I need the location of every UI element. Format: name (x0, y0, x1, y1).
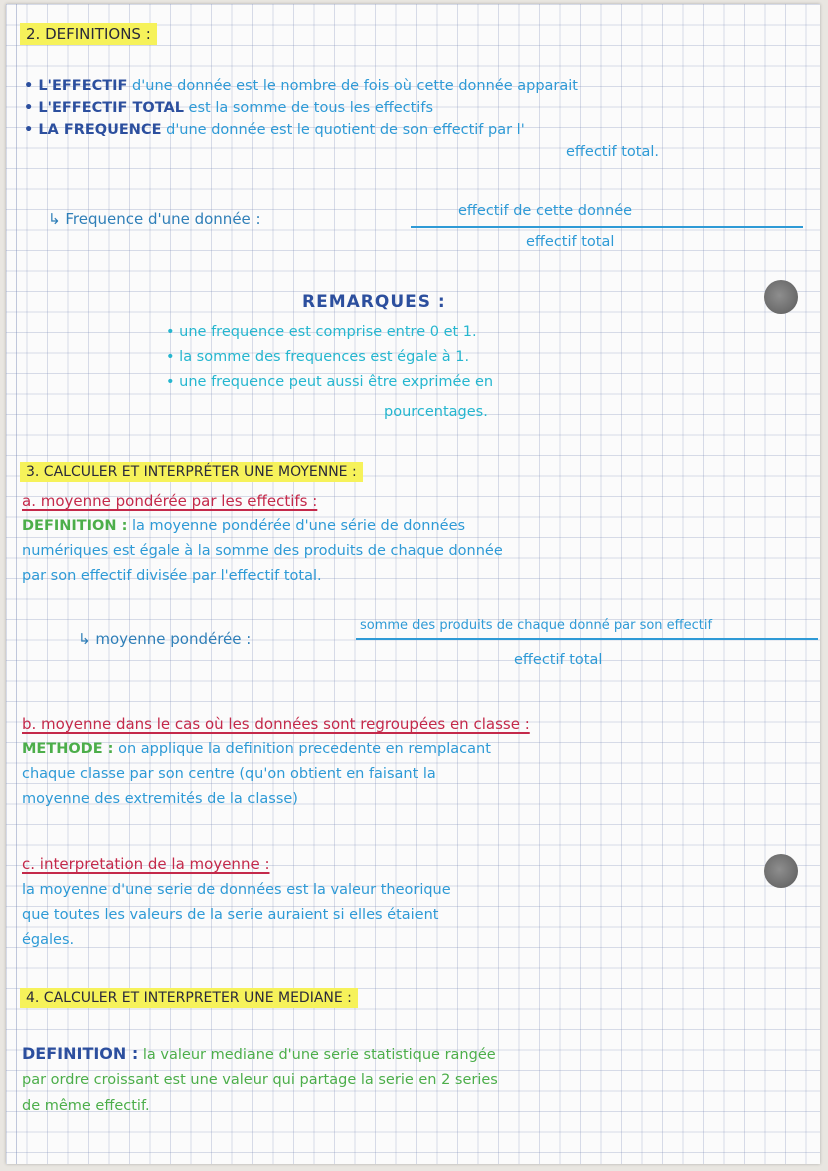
subsection-3a-title: a. moyenne pondérée par les effectifs : (22, 492, 318, 510)
frequence-numerator: effectif de cette donnée (458, 203, 633, 219)
remarques-title: REMARQUES : (302, 292, 446, 312)
methode-line-1: METHODE : on applique la definition precedente en remplacant (22, 741, 491, 757)
def-frequence-cont: effectif total. (566, 144, 659, 160)
moyenne-definition-line-3: par son effectif divisée par l'effectif total. (22, 568, 322, 584)
interpretation-line-3: égales. (22, 932, 75, 948)
term-effectif: • L'EFFECTIF (24, 78, 128, 94)
frequence-denominator: effectif total (526, 234, 615, 250)
frequence-fraction-bar (411, 226, 803, 228)
def-effectif: • L'EFFECTIF d'une donnée est le nombre de fois où cette donnée apparait (24, 78, 578, 94)
moyenne-definition-line-2: numériques est égale à la somme des produits de chaque donnée (22, 543, 503, 559)
mediane-definition-line-2: par ordre croissant est une valeur qui partage la serie en 2 series (22, 1072, 498, 1088)
methode-line-3: moyenne des extremités de la classe) (22, 791, 298, 807)
subsection-3b-title: b. moyenne dans le cas où les données sont regroupées en classe : (22, 715, 530, 733)
binder-hole-bottom (764, 854, 798, 888)
interpretation-line-2: que toutes les valeurs de la serie auraient si elles étaient (22, 907, 439, 923)
methode-label: METHODE : (22, 741, 114, 757)
section-3-title: 3. CALCULER ET INTERPRÉTER UNE MOYENNE : (20, 462, 363, 482)
mediane-definition-label: DEFINITION : (22, 1044, 139, 1063)
moyenne-definition-line-1: DEFINITION : la moyenne pondérée d'une série de données (22, 518, 466, 534)
term-effectif-total: • L'EFFECTIF TOTAL (24, 100, 184, 116)
moyenne-denominator: effectif total (514, 652, 603, 668)
interpretation-line-1: la moyenne d'une serie de données est la valeur theorique (22, 882, 451, 898)
moyenne-fraction-bar (356, 638, 818, 640)
moyenne-formula-label: ↳ moyenne pondérée : (78, 630, 252, 648)
binder-hole-top (764, 280, 798, 314)
remarque-1: • une frequence est comprise entre 0 et 1. (166, 324, 477, 340)
section-4-title: 4. CALCULER ET INTERPRETER UNE MEDIANE : (20, 988, 358, 1008)
remarque-2: • la somme des frequences est égale à 1. (166, 349, 470, 365)
mediane-definition-line-3: de même effectif. (22, 1098, 150, 1114)
margin-line (16, 4, 17, 1164)
methode-line-2: chaque classe par son centre (qu'on obtient en faisant la (22, 766, 436, 782)
section-2-title: 2. DEFINITIONS : (20, 24, 157, 44)
def-effectif-total: • L'EFFECTIF TOTAL est la somme de tous les effectifs (24, 100, 433, 116)
subsection-3c-title: c. interpretation de la moyenne : (22, 855, 270, 873)
frequence-formula-label: ↳ Frequence d'une donnée : (48, 210, 261, 228)
remarque-3-cont: pourcentages. (384, 404, 488, 420)
notebook-page (6, 4, 820, 1164)
moyenne-numerator: somme des produits de chaque donné par son effectif (360, 618, 713, 633)
def-frequence: • LA FREQUENCE d'une donnée est le quotient de son effectif par l' (24, 122, 525, 138)
term-frequence: • LA FREQUENCE (24, 122, 162, 138)
mediane-definition-line-1: DEFINITION : la valeur mediane d'une serie statistique rangée (22, 1044, 496, 1063)
definition-label: DEFINITION : (22, 518, 128, 534)
remarque-3: • une frequence peut aussi être exprimée en (166, 374, 494, 390)
